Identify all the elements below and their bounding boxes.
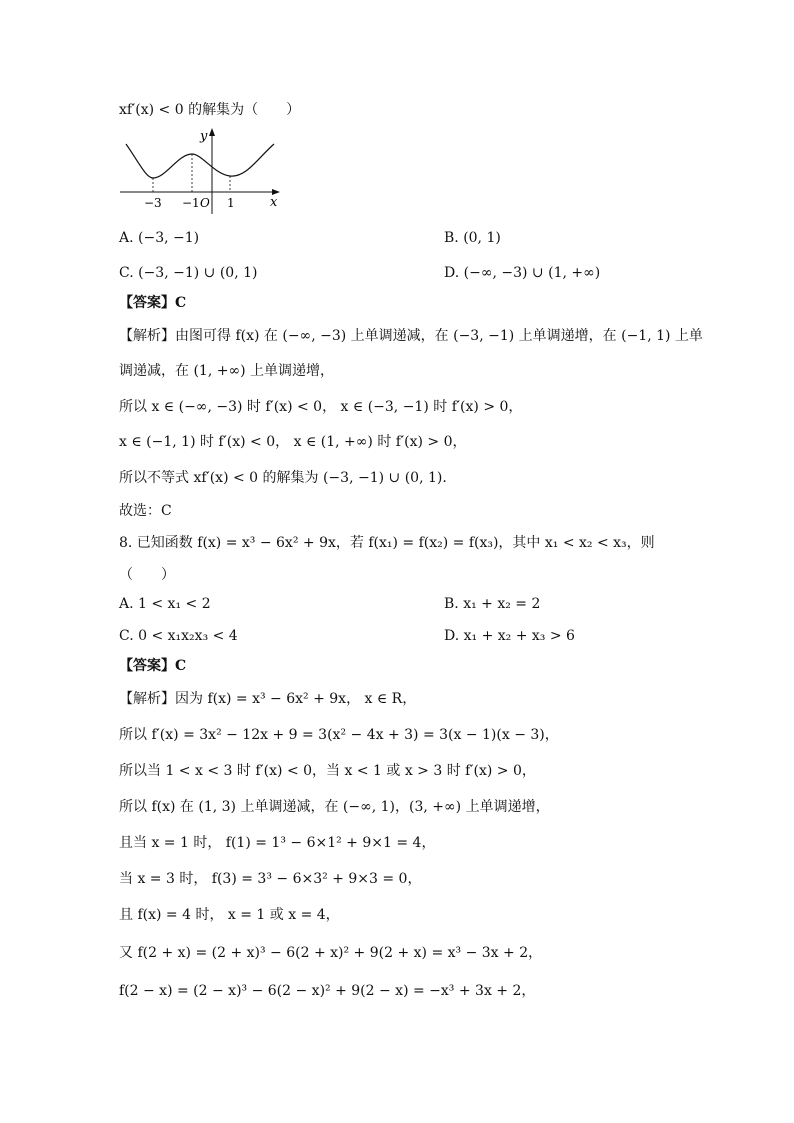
x-label: x [270,195,278,210]
q8-answer: 【答案】C [119,658,187,674]
q8-option-c: C. 0 < x₁x₂x₃ < 4 [119,628,238,644]
q8-option-a: A. 1 < x₁ < 2 [119,596,211,612]
question-8-stem-line-1: 8. 已知函数 f(x) = x³ − 6x² + 9x，若 f(x₁) = f(x₂) = f(x₃)，其中 x₁ < x₂ < x₃，则 [119,535,655,551]
q8-analysis-line-7: 且 f(x) = 4 时， x = 1 或 x = 4， [119,907,340,923]
tick-minus-3: −3 [144,196,162,210]
q7-analysis-line-4: x ∈ (−1, 1) 时 f′(x) < 0， x ∈ (1, +∞) 时 f′(x) > 0， [119,434,467,450]
question-7-tail: xf′(x) < 0 的解集为（ ） [119,102,301,118]
q8-analysis-line-4: 所以 f(x) 在 (1, 3) 上单调递减，在 (−∞, 1)，(3, +∞) 上单调递增， [119,799,550,815]
q7-option-b: B. (0, 1) [444,230,501,246]
origin-label: O [200,196,210,210]
function-graph [118,126,283,216]
tick-minus-1: −1 [182,196,200,210]
q7-analysis-line-3: 所以 x ∈ (−∞, −3) 时 f′(x) < 0， x ∈ (−3, −1) 时 f′(x) > 0， [119,399,523,415]
y-label: y [200,129,208,144]
q8-analysis-line-9: f(2 − x) = (2 − x)³ − 6(2 − x)² + 9(2 − x) = −x³ + 3x + 2， [119,983,536,999]
q7-option-d: D. (−∞, −3) ∪ (1, +∞) [444,265,601,281]
q8-analysis-line-5: 且当 x = 1 时， f(1) = 1³ − 6×1² + 9×1 = 4， [119,835,436,851]
q7-answer: 【答案】C [119,295,187,311]
q8-analysis-line-1: 【解析】因为 f(x) = x³ − 6x² + 9x， x ∈ R， [119,691,417,707]
q8-option-d: D. x₁ + x₂ + x₃ > 6 [444,628,575,644]
q7-analysis-line-5: 所以不等式 xf′(x) < 0 的解集为 (−3, −1) ∪ (0, 1). [119,470,447,486]
tick-1: 1 [227,196,235,210]
q7-analysis-line-1: 【解析】由图可得 f(x) 在 (−∞, −3) 上单调递减，在 (−3, −1) 上单调递增，在 (−1, 1) 上单 [119,328,703,344]
q8-analysis-line-2: 所以 f′(x) = 3x² − 12x + 9 = 3(x² − 4x + 3) = 3(x − 1)(x − 3)， [119,727,559,743]
q8-option-b: B. x₁ + x₂ = 2 [444,596,541,612]
q7-analysis-line-2: 调递减，在 (1, +∞) 上单调递增， [119,363,335,379]
y-axis-arrow [209,128,215,136]
q8-analysis-line-6: 当 x = 3 时， f(3) = 3³ − 6×3² + 9×3 = 0， [119,871,422,887]
question-8-stem-line-2: （ ） [119,567,175,583]
curve [126,144,274,178]
q7-option-a: A. (−3, −1) [119,230,200,246]
q7-analysis-line-6: 故选：C [119,503,172,519]
q8-analysis-line-3: 所以当 1 < x < 3 时 f′(x) < 0，当 x < 1 或 x > 3 时 f′(x) > 0， [119,763,536,779]
q8-analysis-line-8: 又 f(2 + x) = (2 + x)³ − 6(2 + x)² + 9(2 + x) = x³ − 3x + 2， [119,945,543,961]
q7-option-c: C. (−3, −1) ∪ (0, 1) [119,265,258,281]
